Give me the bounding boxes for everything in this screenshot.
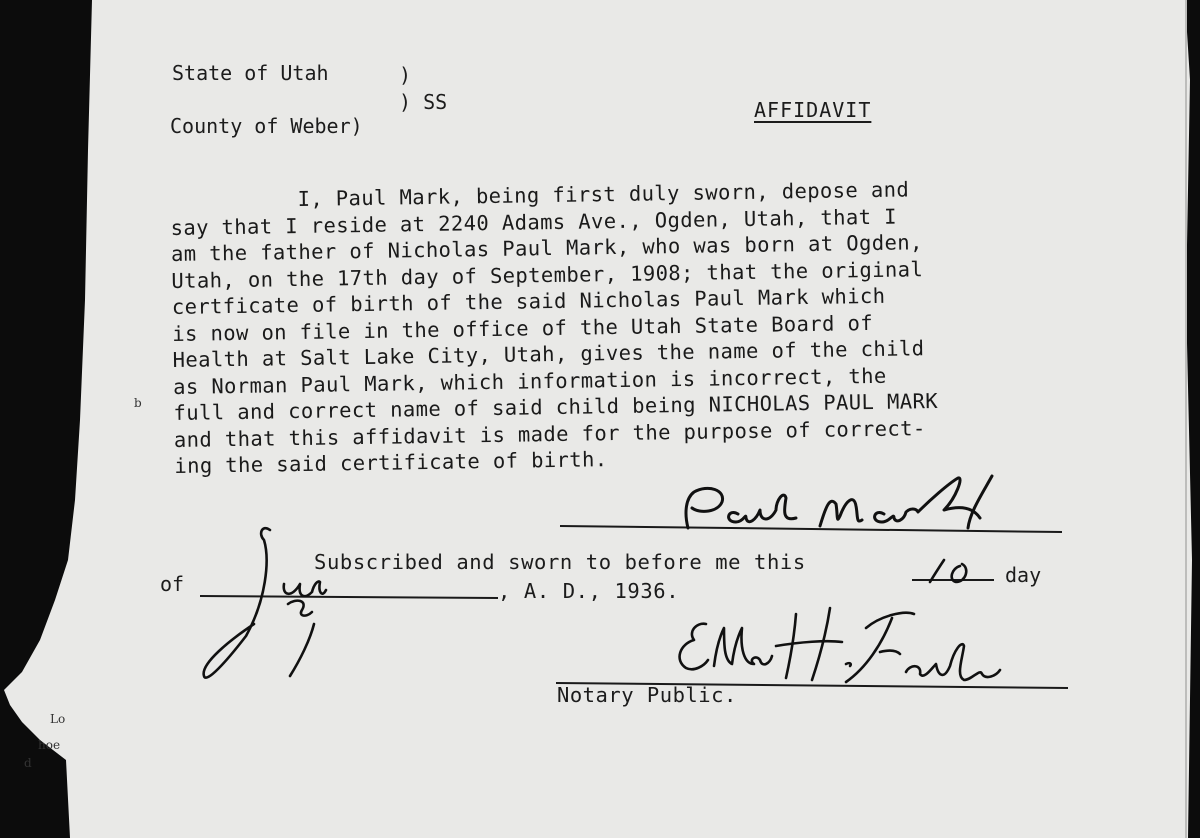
body-line: full and correct name of said child being NICHOLAS PAUL MARK bbox=[173, 388, 939, 425]
caption-paren: ) bbox=[399, 63, 412, 87]
edge-fragment: Lo bbox=[50, 712, 66, 726]
edge-fragment: hoe bbox=[38, 738, 61, 752]
jurat-text: Subscribed and sworn to before me this bbox=[314, 550, 806, 574]
body-line: am the father of Nicholas Paul Mark, who was born at Ogden, bbox=[170, 230, 923, 266]
edge-fragment: b bbox=[134, 396, 142, 410]
notary-label: Notary Public. bbox=[557, 683, 737, 707]
body-line: is now on file in the office of the Utah State Board of bbox=[172, 310, 874, 346]
body-line: and that this affidavit is made for the purpose of correct- bbox=[173, 415, 926, 452]
jurat-of-word: of bbox=[160, 572, 185, 596]
body-line: as Norman Paul Mark, which information is incorrect, the bbox=[172, 363, 887, 399]
body-line: say that I reside at 2240 Adams Ave., Ogden, Utah, that I bbox=[170, 204, 898, 240]
caption-county: County of Weber) bbox=[170, 114, 363, 138]
document-title: AFFIDAVIT bbox=[754, 98, 872, 122]
jurat-day-word: day bbox=[1005, 563, 1042, 587]
body-line: certficate of birth of the said Nicholas Paul Mark which bbox=[171, 283, 886, 319]
body-line: Utah, on the 17th day of September, 1908; that the original bbox=[171, 256, 924, 293]
body-line: ing the said certificate of birth. bbox=[174, 447, 608, 478]
edge-fragment: d bbox=[24, 756, 32, 770]
caption-ss: ) SS bbox=[399, 90, 448, 114]
caption-state: State of Utah bbox=[172, 61, 329, 85]
body-line: I, Paul Mark, being first duly sworn, depose and bbox=[170, 177, 910, 213]
jurat-year-text: , A. D., 1936. bbox=[498, 579, 680, 603]
body-line: Health at Salt Lake City, Utah, gives the name of the child bbox=[172, 336, 925, 372]
